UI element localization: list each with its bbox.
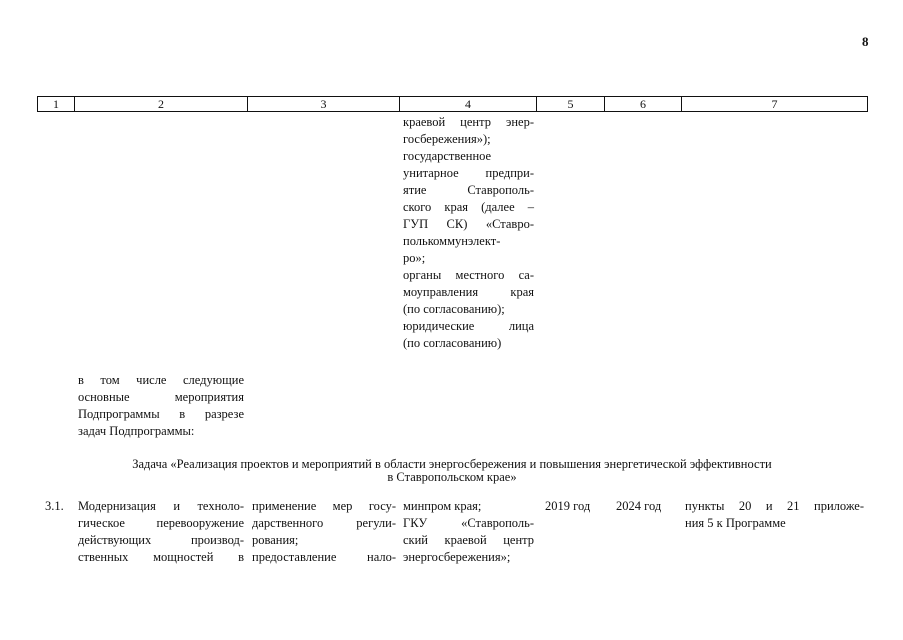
text-line: ственных мощностей в <box>78 550 244 564</box>
header-cell-6: 6 <box>605 97 682 112</box>
task-heading-line: в Ставропольском крае» <box>387 470 517 484</box>
header-cell-4: 4 <box>400 97 537 112</box>
text-line: гическое перевооружение <box>78 516 244 530</box>
text-line: органы местного са- <box>403 268 534 282</box>
text-line: госбережения»); <box>403 132 491 146</box>
text-line: юридические лица <box>403 319 534 333</box>
row-implementation-method <box>252 498 396 566</box>
text-line: действующих производ- <box>78 533 244 547</box>
text-line: полькоммунэлект- <box>403 234 501 248</box>
header-cell-2: 2 <box>75 97 248 112</box>
continuation-executors <box>403 114 534 352</box>
row-responsible-executor <box>403 498 534 566</box>
text-line: ский краевой центр <box>403 533 534 547</box>
text-line: государственное <box>403 149 492 163</box>
text-line: Подпрограммы в разрезе <box>78 407 244 421</box>
row-indicator-link <box>685 498 864 532</box>
text-line: задач Подпрограммы: <box>78 424 195 438</box>
text-line: ГУП СК) «Ставро- <box>403 217 534 231</box>
text-line: (по согласованию); <box>403 302 505 316</box>
text-line: ГКУ «Ставрополь- <box>403 516 534 530</box>
header-cell-1: 1 <box>38 97 75 112</box>
text-line: ского края (далее – <box>403 200 534 214</box>
header-cell-7: 7 <box>682 97 868 112</box>
text-line: Модернизация и техноло- <box>78 499 244 513</box>
text-line: краевой центр энер- <box>403 115 534 129</box>
row-activity-name <box>78 498 244 566</box>
task-heading <box>37 458 867 484</box>
including-note <box>78 372 244 440</box>
text-line: пункты 20 и 21 приложе- <box>685 499 864 513</box>
text-line: предоставление нало- <box>252 550 396 564</box>
text-line: энергосбережения»; <box>403 550 511 564</box>
text-line: ро»; <box>403 251 426 265</box>
text-line: ятие Ставрополь- <box>403 183 534 197</box>
text-line: унитарное предпри- <box>403 166 534 180</box>
header-cell-5: 5 <box>537 97 605 112</box>
end-year: 2024 год <box>616 499 662 513</box>
start-year: 2019 год <box>545 499 591 513</box>
text-line: применение мер госу- <box>252 499 396 513</box>
text-line: основные мероприятия <box>78 390 244 404</box>
row-number: 3.1. <box>45 499 64 513</box>
text-line: ния 5 к Программе <box>685 516 786 530</box>
text-line: рования; <box>252 533 299 547</box>
page-number: 8 <box>862 34 869 49</box>
text-line: минпром края; <box>403 499 482 513</box>
text-line: моуправления края <box>403 285 534 299</box>
column-number-header <box>37 96 868 112</box>
text-line: (по согласованию) <box>403 336 502 350</box>
task-heading-line: Задача «Реализация проектов и мероприятий в области энергосбережения и повышения энергетической эффективности <box>132 457 772 471</box>
text-line: дарственного регули- <box>252 516 396 530</box>
header-cell-3: 3 <box>248 97 400 112</box>
text-line: в том числе следующие <box>78 373 244 387</box>
